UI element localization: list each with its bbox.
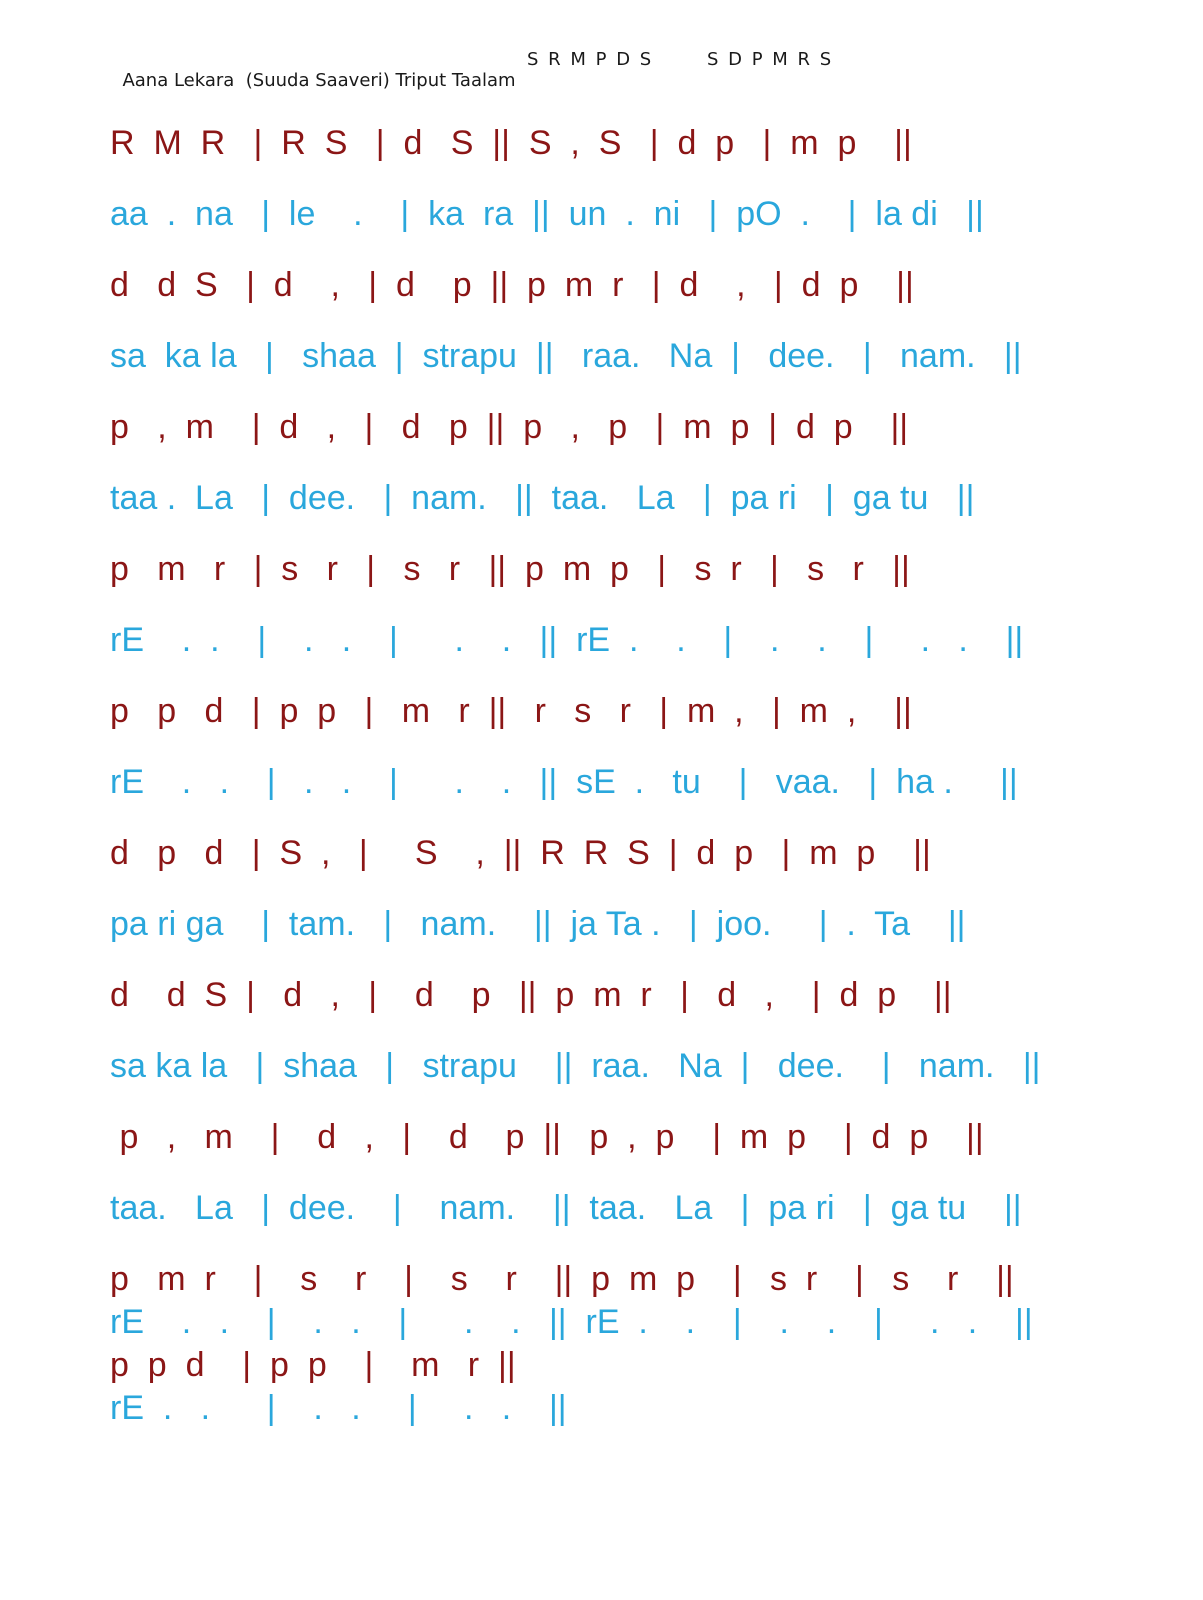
- lyrics-line-10: rE . . | . . | . . ||: [110, 1389, 567, 1427]
- lyrics-line-3: taa . La | dee. | nam. || taa. La | pa ri | ga tu ||: [110, 479, 975, 517]
- notes-line-7: d d S | d , | d p || p m r | d , | d p ||: [110, 976, 952, 1014]
- lyrics-line-8: taa. La | dee. | nam. || taa. La | pa ri | ga tu ||: [110, 1189, 1022, 1227]
- notes-line-2: d d S | d , | d p || p m r | d , | d p ||: [110, 266, 914, 304]
- notes-line-3: p , m | d , | d p || p , p | m p | d p ||: [110, 408, 909, 446]
- lyrics-line-9: rE . . | . . | . . || rE . . | . . | . . ||: [110, 1303, 1033, 1341]
- notes-line-4: p m r | s r | s r || p m p | s r | s r ||: [110, 550, 910, 588]
- notes-line-5: p p d | p p | m r || r s r | m , | m , ||: [110, 692, 912, 730]
- notes-line-8: p , m | d , | d p || p , p | m p | d p ||: [110, 1118, 984, 1156]
- notes-line-10: p p d | p p | m r ||: [110, 1346, 516, 1384]
- arohanam: S R M P D S: [527, 49, 654, 70]
- lyrics-line-5: rE . . | . . | . . || sE . tu | vaa. | ha . ||: [110, 763, 1018, 801]
- page-header: [111, 49, 834, 133]
- lyrics-line-2: sa ka la | shaa | strapu || raa. Na | dee. | nam. ||: [110, 337, 1022, 375]
- title: Aana Lekara (Suuda Saaveri) Triput Taalam: [122, 70, 516, 91]
- avarohanam: S D P M R S: [707, 49, 834, 70]
- lyrics-line-6: pa ri ga | tam. | nam. || ja Ta . | joo. | . Ta ||: [110, 905, 966, 943]
- notes-line-1: R M R | R S | d S || S , S | d p | m p ||: [110, 124, 912, 162]
- notes-line-9: p m r | s r | s r || p m p | s r | s r ||: [110, 1260, 1014, 1298]
- notes-line-6: d p d | S , | S , || R R S | d p | m p ||: [110, 834, 931, 872]
- lyrics-line-7: sa ka la | shaa | strapu || raa. Na | dee. | nam. ||: [110, 1047, 1041, 1085]
- lyrics-line-1: aa . na | le . | ka ra || un . ni | pO . | la di ||: [110, 195, 984, 233]
- lyrics-line-4: rE . . | . . | . . || rE . . | . . | . . ||: [110, 621, 1024, 659]
